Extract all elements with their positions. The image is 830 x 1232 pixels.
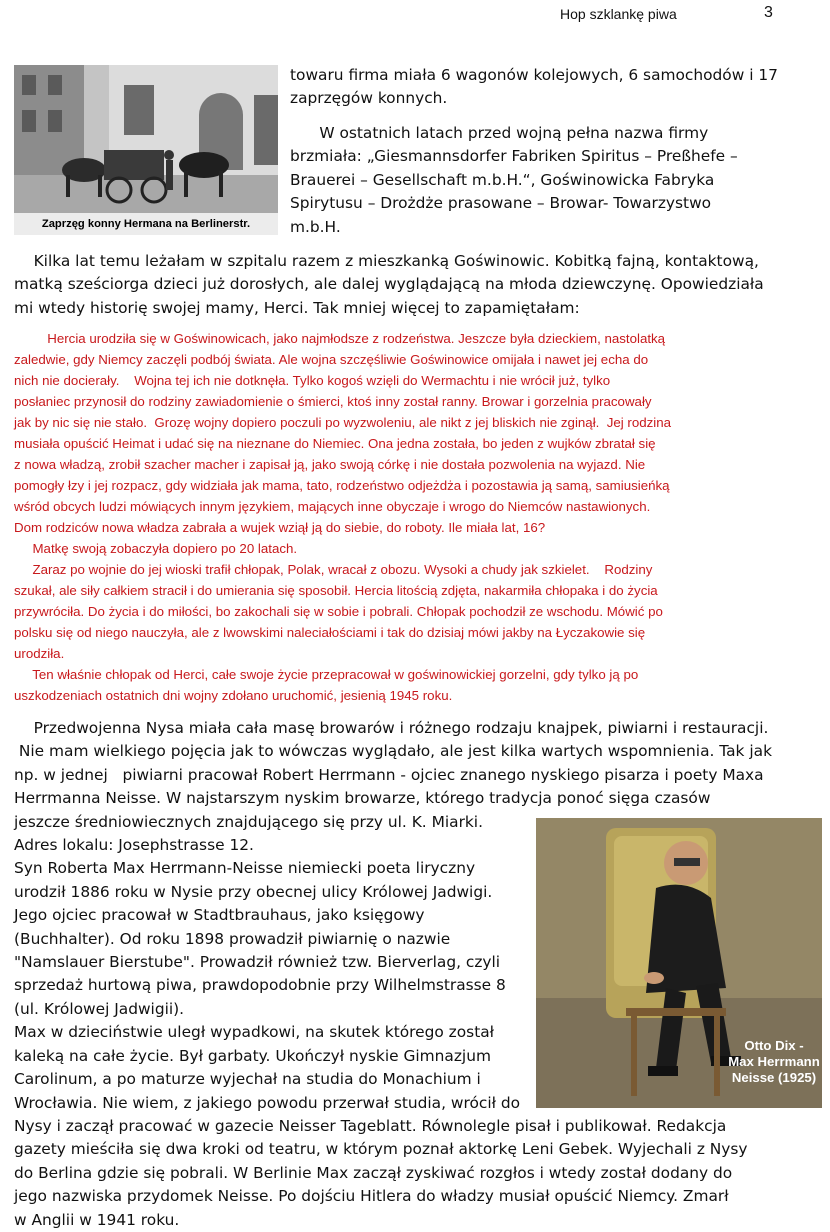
horse-carriage-photo: [14, 65, 278, 235]
running-header: Hop szklankę piwa: [560, 6, 677, 22]
portrait-caption: Otto Dix - Max Herrmann Neisse (1925): [728, 1038, 820, 1085]
page-number: 3: [764, 4, 773, 21]
horse-carriage-picture: [14, 65, 278, 213]
paragraph-3: Kilka lat temu leżałam w szpitalu razem z mieszkanką Goświnowic. Kobitką fajną, kontaktową, matką sześciorga dzieci już dorosłych, ale dalej wyglądającą na młoda dziewczynę. Opowiedziała mi wtedy historię swojej mamy, Herci. Tak mniej więcej to zapamiętałam:: [14, 252, 764, 317]
paragraph-4: Przedwojenna Nysa miała cała masę browarów i różnego rodzaju knajpek, piwiarni i restauracji. Nie mam wielkiego pojęcia jak to wówczas wyglądało, ale jest kilka wartych wspomnienia. Tak jak np. w jednej piwiarni pracował Robert Herrmann - ojciec znanego nyskiego pisarza i poety Maxa Herrmanna Neisse. W najstarszym nyskim browarze, którego tradycja ponoć sięga czasów jeszcze średniowiecznych znajdującego się przy ul. K. Miarki. Adres lokalu: Josephstrasse 12. Syn Roberta Max Herrmann-Neisse niemiecki poeta liryczny urodził 1886 roku w Nysie przy obecnej ulicy Królowej Jadwigi. Jego ojciec pracował w Stadtbrauhaus, jako księgowy (Buchhalter). Od roku 1898 prowadził piwiarnię o nazwie "Namslauer Bierstube". Prowadził również tzw. Bierverlag, czyli sprzedaż hurtową piwa, prawdopodobnie przy Wilhelmstrasse 8 (ul. Królowej Jadwigii). Max w dzieciństwie uległ wypadkowi, na skutek którego został kaleką na całe życie. Był garbaty. Ukończył nyskie Gimnazjum Carolinum, a po maturze wyjechał na studia do Monachium i Wrocławia. Nie wiem, z jakiego powodu przerwał studia, wrócił do Nysy i zaczął pracować w gazecie Neisser Tageblatt. Równolegle pisał i publikował. Redakcja gazety mieściła się dwa kroki od teatru, w którym poznał aktorkę Leni Gebek. Wyjechali z Nysy do Berlina gdzie się pobrali. W Berlinie Max zaczął zyskiwać rozgłos i wtedy został dodany do jego nazwiska przydomek Neisse. Po dojściu Hitlera do władzy musiał opuścić Niemcy. Zmarł w Anglii w 1941 roku.: [14, 719, 772, 1229]
hercia-story: Hercia urodziła się w Goświnowicach, jako najmłodsze z rodzeństwa. Jeszcze była dzieckiem, nastolatką zaledwie, gdy Niemcy zaczęli podbój świata. Ale wojna szczęśliwie Goświnowice omijała i nawet jej echa do nich nie docierały. Wojna tej ich nie dotknęła. Tylko kogoś wzięli do Wermachtu i nie wrócił już, tylko posłaniec przynosił do rodziny zawiadomienie o śmierci, ktoś inny został ranny. Browar i gorzelnia pracowały jak by nic się nie stało. Grozę wojny dopiero poczuli po wyzwoleniu, ale nikt z jej bliskich nie zginął. Jej rodzina musiała opuścić Heimat i udać się na nieznane do Niemiec. Ona jedna została, bo jeden z wujków zbratał się z nowa władzą, zrobił szacher macher i zapisał ją, jako swoją córkę i nie dostała pozwolenia na wyjazd. Nie pomogły łzy i jej rozpacz, gdy widziała jak mama, tato, rodzeństwo odjeżdża i pozostawia ją samą, samiusieńką wśród obcych ludzi mówiących innym językiem, mających inne obyczaje i wrogo do Niemców nastawionych. Dom rodziców nowa władza zabrała a wujek wziął ją do siebie, do roboty. Ile miała lat, 16? Matkę swoją zobaczyła dopiero po 20 latach. Zaraz po wojnie do jej wioski trafił chłopak, Polak, wracał z obozu. Wysoki a chudy jak szkielet. Rodziny szukał, ale siły całkiem stracił i do umierania się sposobił. Hercia litością zdjęta, nakarmiła chłopaka i do życia przywróciła. Do życia i do miłości, bo zakochali się w sobie i pobrali. Chłopak pochodził ze wschodu. Mówić po polsku się od niego nauczyła, ale z lwowskimi naleciałościami i tak do dzisiaj mówi jakby na Łyczakowie się urodziła. Ten właśnie chłopak od Herci, całe swoje życie przepracował w goświnowickiej gorzelni, gdy tylko ją po uszkodzeniach ostatnich dni wojny zdołano uruchomić, jesienią 1945 roku.: [14, 331, 672, 703]
paragraph-1: towaru firma miała 6 wagonów kolejowych, 6 samochodów i 17 zaprzęgów konnych.: [290, 66, 778, 108]
otto-dix-portrait: [536, 818, 822, 1108]
paragraph-2: W ostatnich latach przed wojną pełna nazwa firmy brzmiała: „Giesmannsdorfer Fabriken Spiritus – Preßhefe – Brauerei – Gesellschaft m.b.H.“, Goświnowicka Fabryka Spirytusu – Drożdże prasowane – Browar- Towarzystwo m.b.H.: [290, 124, 738, 236]
horse-carriage-caption: Zaprzęg konny Hermana na Berlinerstr.: [14, 213, 278, 235]
